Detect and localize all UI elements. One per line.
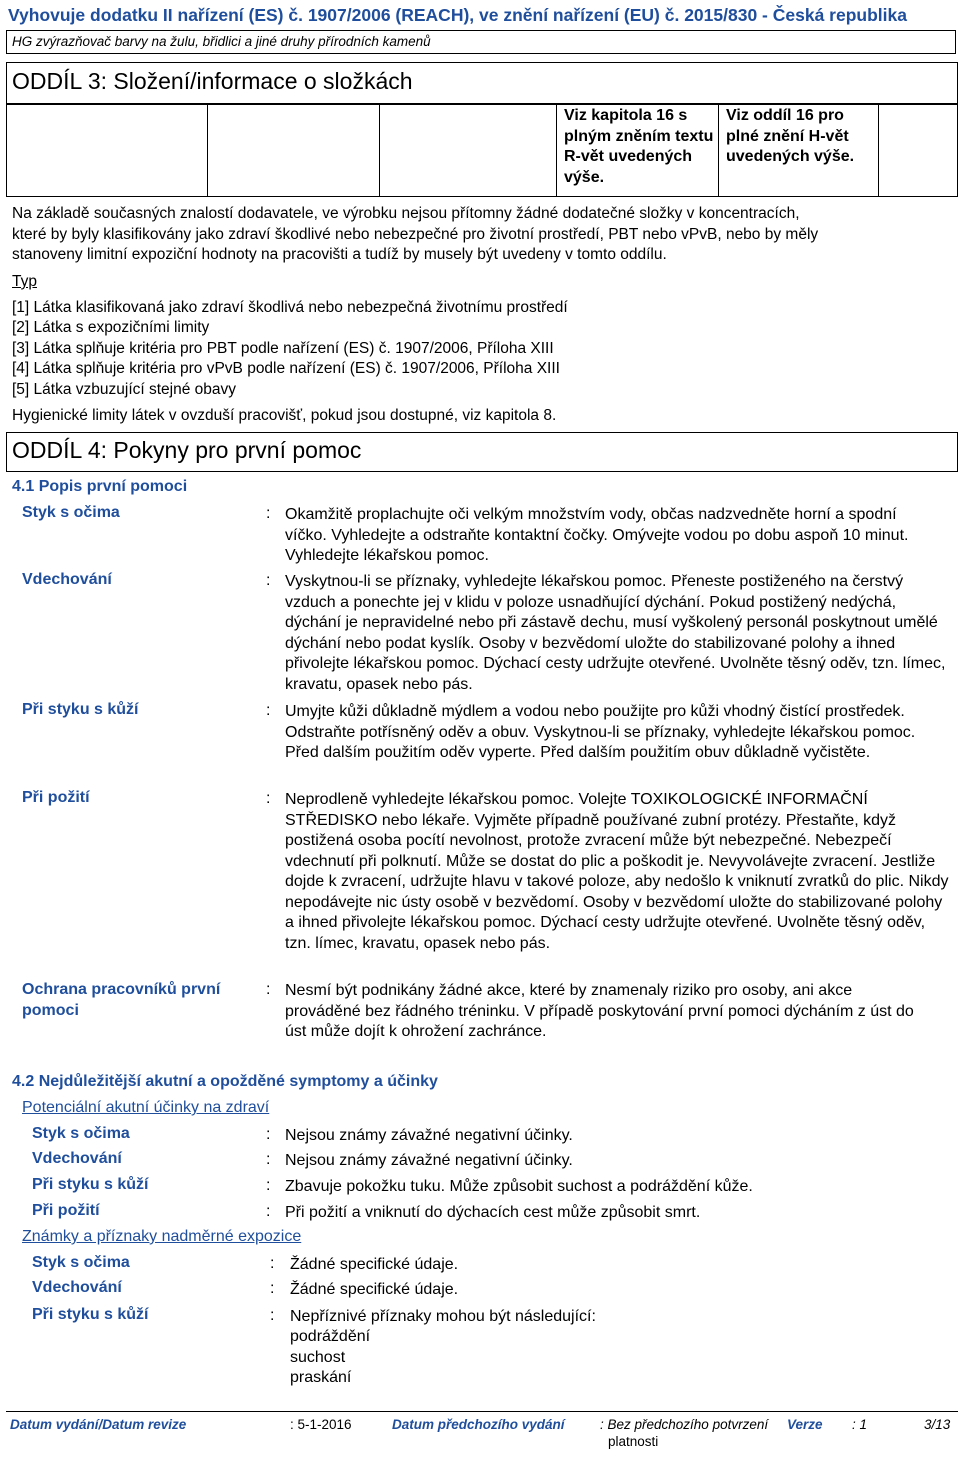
type-heading: Typ xyxy=(12,273,37,290)
label-colon: : xyxy=(266,1203,271,1220)
footer-divider xyxy=(6,1411,958,1412)
table-col-divider xyxy=(207,104,208,197)
product-name: HG zvýrazňovač barvy na žulu, břidlici a jiné druhy přírodních kamenů xyxy=(12,34,431,49)
footer-prev-value: : Bez předchozího potvrzení xyxy=(600,1417,769,1432)
acute-text-ingestion: Při požití a vniknutí do dýchacích cest může způsobit smrt. xyxy=(285,1204,701,1221)
subsection-4-1-title: 4.1 Popis první pomoci xyxy=(12,478,188,495)
section4-title: ODDÍL 4: Pokyny pro první pomoc xyxy=(12,437,362,463)
footer-version-value: : 1 xyxy=(852,1417,868,1432)
label-colon: : xyxy=(266,505,271,522)
footer-prev-value-cont: platnosti xyxy=(608,1434,659,1449)
label-colon: : xyxy=(266,1177,271,1194)
acute-label-eyes: Styk s očima xyxy=(32,1125,130,1142)
overexp-label-eyes: Styk s očima xyxy=(32,1254,130,1271)
acute-text-eyes: Nejsou známy závažné negativní účinky. xyxy=(285,1127,573,1144)
overexp-text-eyes: Žádné specifické údaje. xyxy=(290,1256,459,1273)
label-colon: : xyxy=(266,702,271,719)
label-colon: : xyxy=(270,1280,275,1297)
footer-issue-label: Datum vydání/Datum revize xyxy=(10,1417,187,1432)
first-aid-label-rescuer: Ochrana pracovníků první pomoci xyxy=(22,981,221,1019)
acute-label-inhalation: Vdechování xyxy=(32,1150,122,1167)
acute-label-skin: Při styku s kůží xyxy=(32,1176,149,1193)
hygiene-note: Hygienické limity látek v ovzduší pracovišť, pokud jsou dostupné, viz kapitola 8. xyxy=(12,407,557,424)
table-bottom-border xyxy=(6,196,958,197)
table-top-border xyxy=(6,104,958,105)
type-item: [4] Látka splňuje kritéria pro vPvB podle nařízení (ES) č. 1907/2006, Příloha XIII xyxy=(12,360,560,377)
label-colon: : xyxy=(270,1255,275,1272)
label-colon: : xyxy=(266,1151,271,1168)
table-col-divider xyxy=(379,104,380,197)
first-aid-text-inhalation: Vyskytnou-li se příznaky, vyhledejte lékařskou pomoc. Přeneste postiženého na čerstvý vzduch a ponechte jej v klidu v poloze usnadňující dýchání. Pokud postižený nedýchá, dýchání je nepravidelné nebo při zástavě dechu, musí vyškolený personál poskytnout umělé dýchání nebo podat kyslík. Osoby v bezvědomí uložte do stabilizované polohy a ihned přivolejte lékařskou pomoc. Dýchací cesty udržujte otevřené. Uvolněte těsný oděv, tzn. límec, kravatu, opasek nebo pás. xyxy=(285,573,946,693)
label-colon: : xyxy=(266,572,271,589)
type-item: [3] Látka splňuje kritéria pro PBT podle nařízení (ES) č. 1907/2006, Příloha XIII xyxy=(12,340,554,357)
intro-line: stanoveny limitní expoziční hodnoty na pracovišti a tudíž by musely být uvedeny v tomto oddílu. xyxy=(12,246,667,263)
first-aid-label-inhalation: Vdechování xyxy=(22,571,112,588)
regulation-title: Vyhovuje dodatku II nařízení (ES) č. 1907/2006 (REACH), ve znění nařízení (EU) č. 2015/830 - Česká republika xyxy=(8,5,907,25)
skin-symptom-item: suchost xyxy=(290,1349,346,1366)
first-aid-text-rescuer: Nesmí být podnikány žádné akce, které by znamenaly riziko pro osoby, ani akce prováděné bez řádného tréninku. V případě poskytování první pomoci dýcháním z úst do úst může dojít k ohrožení zachránce. xyxy=(285,982,914,1040)
acute-label-ingestion: Při požití xyxy=(32,1202,100,1219)
label-colon: : xyxy=(266,790,271,807)
table-cell-r-phrases: Viz kapitola 16 s plným zněním textu R-vět uvedených výše. xyxy=(564,107,714,186)
skin-symptom-item: praskání xyxy=(290,1369,352,1386)
footer-version-label: Verze xyxy=(787,1417,823,1432)
overexp-label-inhalation: Vdechování xyxy=(32,1279,122,1296)
table-cell-h-phrases: Viz oddíl 16 pro plné znění H-vět uvedených výše. xyxy=(726,107,855,165)
first-aid-text-ingestion: Neprodleně vyhledejte lékařskou pomoc. Volejte TOXIKOLOGICKÉ INFORMAČNÍ STŘEDISKO nebo lékaře. Vyjměte případně používané zubní protézy. Přestaňte, když postižená osoba pocítí nevolnost, protože zvracení může být nebezpečné. Nebezpečí vdechnutí při polknutí. Může se dostat do plic a poškodit je. Nevyvolávejte zvracení. Jestliže dojde k zvracení, udržujte hlavu v takové poloze, aby nedošlo k vniknutí zvratků do plic. Nikdy nepodávejte nic ústy osobě v bezvědomí. Osoby v bezvědomí uložte do stabilizované polohy a ihned přivolejte lékařskou pomoc. Dýchací cesty udržujte otevřené. Uvolněte těsný oděv, tzn. límec, kravatu, opasek nebo pás. xyxy=(285,791,949,952)
table-col-divider xyxy=(957,104,958,197)
type-item: [1] Látka klasifikovaná jako zdraví škodlivá nebo nebezpečná životnímu prostředí xyxy=(12,299,568,316)
first-aid-text-skin: Umyjte kůži důkladně mýdlem a vodou nebo použijte pro kůži vhodný čistící prostředek. Odstraňte potřísněný oděv a obuv. Vyskytnou-li se příznaky, vyhledejte lékařskou pomoc. Před dalším použitím oděv vyperte. Před dalším použitím obuv důkladně vyčistěte. xyxy=(285,703,916,761)
type-item: [5] Látka vzbuzující stejné obavy xyxy=(12,381,237,398)
overexp-text-inhalation: Žádné specifické údaje. xyxy=(290,1281,459,1298)
intro-line: které by byly klasifikovány jako zdraví škodlivé nebo nebezpečné pro životní prostředí, PBT nebo vPvB, nebo by měly xyxy=(12,226,819,243)
footer-prev-label: Datum předchozího vydání xyxy=(392,1417,565,1432)
first-aid-label-ingestion: Při požití xyxy=(22,789,90,806)
overexposure-heading: Známky a příznaky nadměrné expozice xyxy=(22,1228,302,1245)
table-col-divider xyxy=(6,104,7,197)
label-colon: : xyxy=(266,981,271,998)
overexp-label-skin: Při styku s kůží xyxy=(32,1306,149,1323)
first-aid-label-eyes: Styk s očima xyxy=(22,504,120,521)
acute-text-skin: Zbavuje pokožku tuku. Může způsobit suchost a podráždění kůže. xyxy=(285,1178,753,1195)
overexp-text-skin: Nepříznivé příznaky mohou být následující: xyxy=(290,1308,596,1325)
section3-title: ODDÍL 3: Složení/informace o složkách xyxy=(12,68,413,94)
label-colon: : xyxy=(266,1126,271,1143)
footer-issue-value: : 5-1-2016 xyxy=(290,1417,352,1432)
type-item: [2] Látka s expozičními limity xyxy=(12,319,210,336)
skin-symptom-item: podráždění xyxy=(290,1328,371,1345)
intro-line: Na základě současných znalostí dodavatele, ve výrobku nejsou přítomny žádné dodatečné složky v koncentracích, xyxy=(12,205,800,222)
table-col-divider xyxy=(556,104,557,197)
acute-text-inhalation: Nejsou známy závažné negativní účinky. xyxy=(285,1152,573,1169)
footer-page-number: 3/13 xyxy=(924,1417,951,1432)
first-aid-label-skin: Při styku s kůží xyxy=(22,701,139,718)
table-col-divider xyxy=(718,104,719,197)
table-col-divider xyxy=(878,104,879,197)
first-aid-text-eyes: Okamžitě proplachujte oči velkým množstvím vody, občas nadzvedněte horní a spodní víčko. Vyhledejte a odstraňte kontaktní čočky. Omývejte vodou po dobu aspoň 10 minut. Vyhledejte lékařskou pomoc. xyxy=(285,506,909,564)
subsection-4-2-title: 4.2 Nejdůležitější akutní a opožděné symptomy a účinky xyxy=(12,1073,438,1090)
acute-effects-heading: Potenciální akutní účinky na zdraví xyxy=(22,1099,270,1116)
label-colon: : xyxy=(270,1307,275,1324)
